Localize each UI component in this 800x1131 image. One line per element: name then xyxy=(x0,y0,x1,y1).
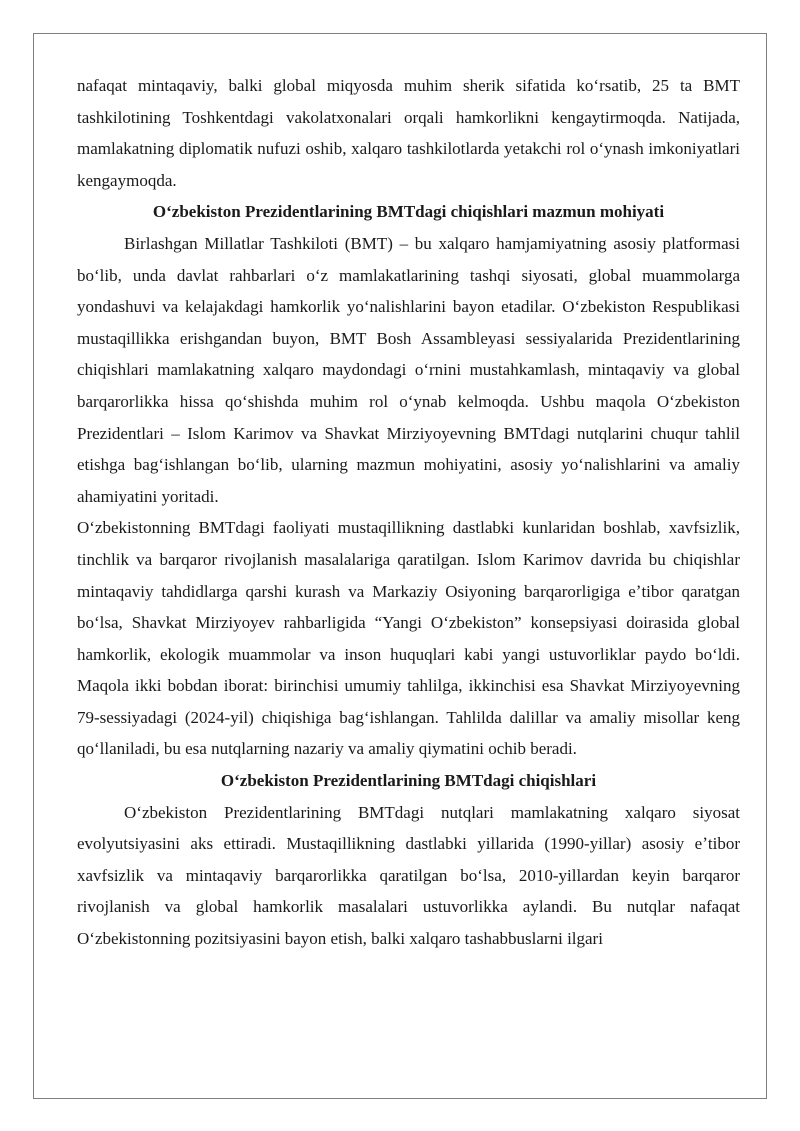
section-heading-content-essence: Oʻzbekiston Prezidentlarining BMTdagi chiqishlari mazmun mohiyati xyxy=(152,202,665,222)
paragraph-intro-continuation: nafaqat mintaqaviy, balki global miqyosda muhim sherik sifatida koʻrsatib, 25 ta BMT tashkilotining Toshkentdagi vakolatxonalari orqali hamkorlikni kengaytirmoqda. Natijada, mamlakatning diplomatik nufuzi oshib, xalqaro tashkilotlarda yetakchi rol oʻynash imkoniyatlari kengaymoqda. xyxy=(77,76,740,190)
document-body xyxy=(77,70,740,955)
paragraph-uzbekistan-un-activity: Oʻzbekistonning BMTdagi faoliyati mustaqillikning dastlabki kunlaridan boshlab, xavfsizlik, tinchlik va barqaror rivojlanish masalalariga qaratilgan. Islom Karimov davrida bu chiqishlar mintaqaviy tahdidlarga qarshi kurash va Markaziy Osiyoning barqarorligiga eʼtibor qaratgan boʻlsa, Shavkat Mirziyoyev rahbarligida “Yangi Oʻzbekiston” konsepsiyasi doirasida global hamkorlik, ekologik muammolar va inson huquqlari kabi yangi ustuvorliklar paydo boʻldi. Maqola ikki bobdan iborat: birinchisi umumiy tahlilga, ikkinchisi esa Shavkat Mirziyoyevning 79-sessiyadagi (2024-yil) chiqishiga bagʻishlangan. Tahlilda dalillar va amaliy misollar keng qoʻllaniladi, bu esa nutqlarning nazariy va amaliy qiymatini ochib beradi. xyxy=(77,518,740,759)
paragraph-speeches-evolution: Oʻzbekiston Prezidentlarining BMTdagi nutqlari mamlakatning xalqaro siyosat evolyutsiyasini aks ettiradi. Mustaqillikning dastlabki yillarida (1990-yillar) asosiy eʼtibor xavfsizlik va mintaqaviy barqarorlikka qaratilgan boʻlsa, 2010-yillardan keyin barqaror rivojlanish va global hamkorlik masalalari ustuvorlikka aylandi. Bu nutqlar nafaqat Oʻzbekistonning pozitsiyasini bayon etish, balki xalqaro tashabbuslarni ilgari xyxy=(77,802,740,949)
section-heading-presidents-speeches: Oʻzbekiston Prezidentlarining BMTdagi chiqishlari xyxy=(220,771,597,791)
paragraph-un-platform: Birlashgan Millatlar Tashkiloti (BMT) – bu xalqaro hamjamiyatning asosiy platformasi boʻlib, unda davlat rahbarlari oʻz mamlakatlarining tashqi siyosati, global muammolarga yondashuvi va kelajakdagi hamkorlik yoʻnalishlarini bayon etadilar. Oʻzbekiston Respublikasi mustaqillikka erishgandan buyon, BMT Bosh Assambleyasi sessiyalarida Prezidentlarining chiqishlari mamlakatning xalqaro maydondagi oʻrnini mustahkamlash, mintaqaviy va global barqarorlikka hissa qoʻshishda muhim rol oʻynab kelmoqda. Ushbu maqola Oʻzbekiston Prezidentlari – Islom Karimov va Shavkat Mirziyoyevning BMTdagi nutqlarini chuqur tahlil etishga bagʻishlangan boʻlib, ularning mazmun mohiyatini, asosiy yoʻnalishlarini va amaliy ahamiyatini yoritadi. xyxy=(77,233,740,506)
